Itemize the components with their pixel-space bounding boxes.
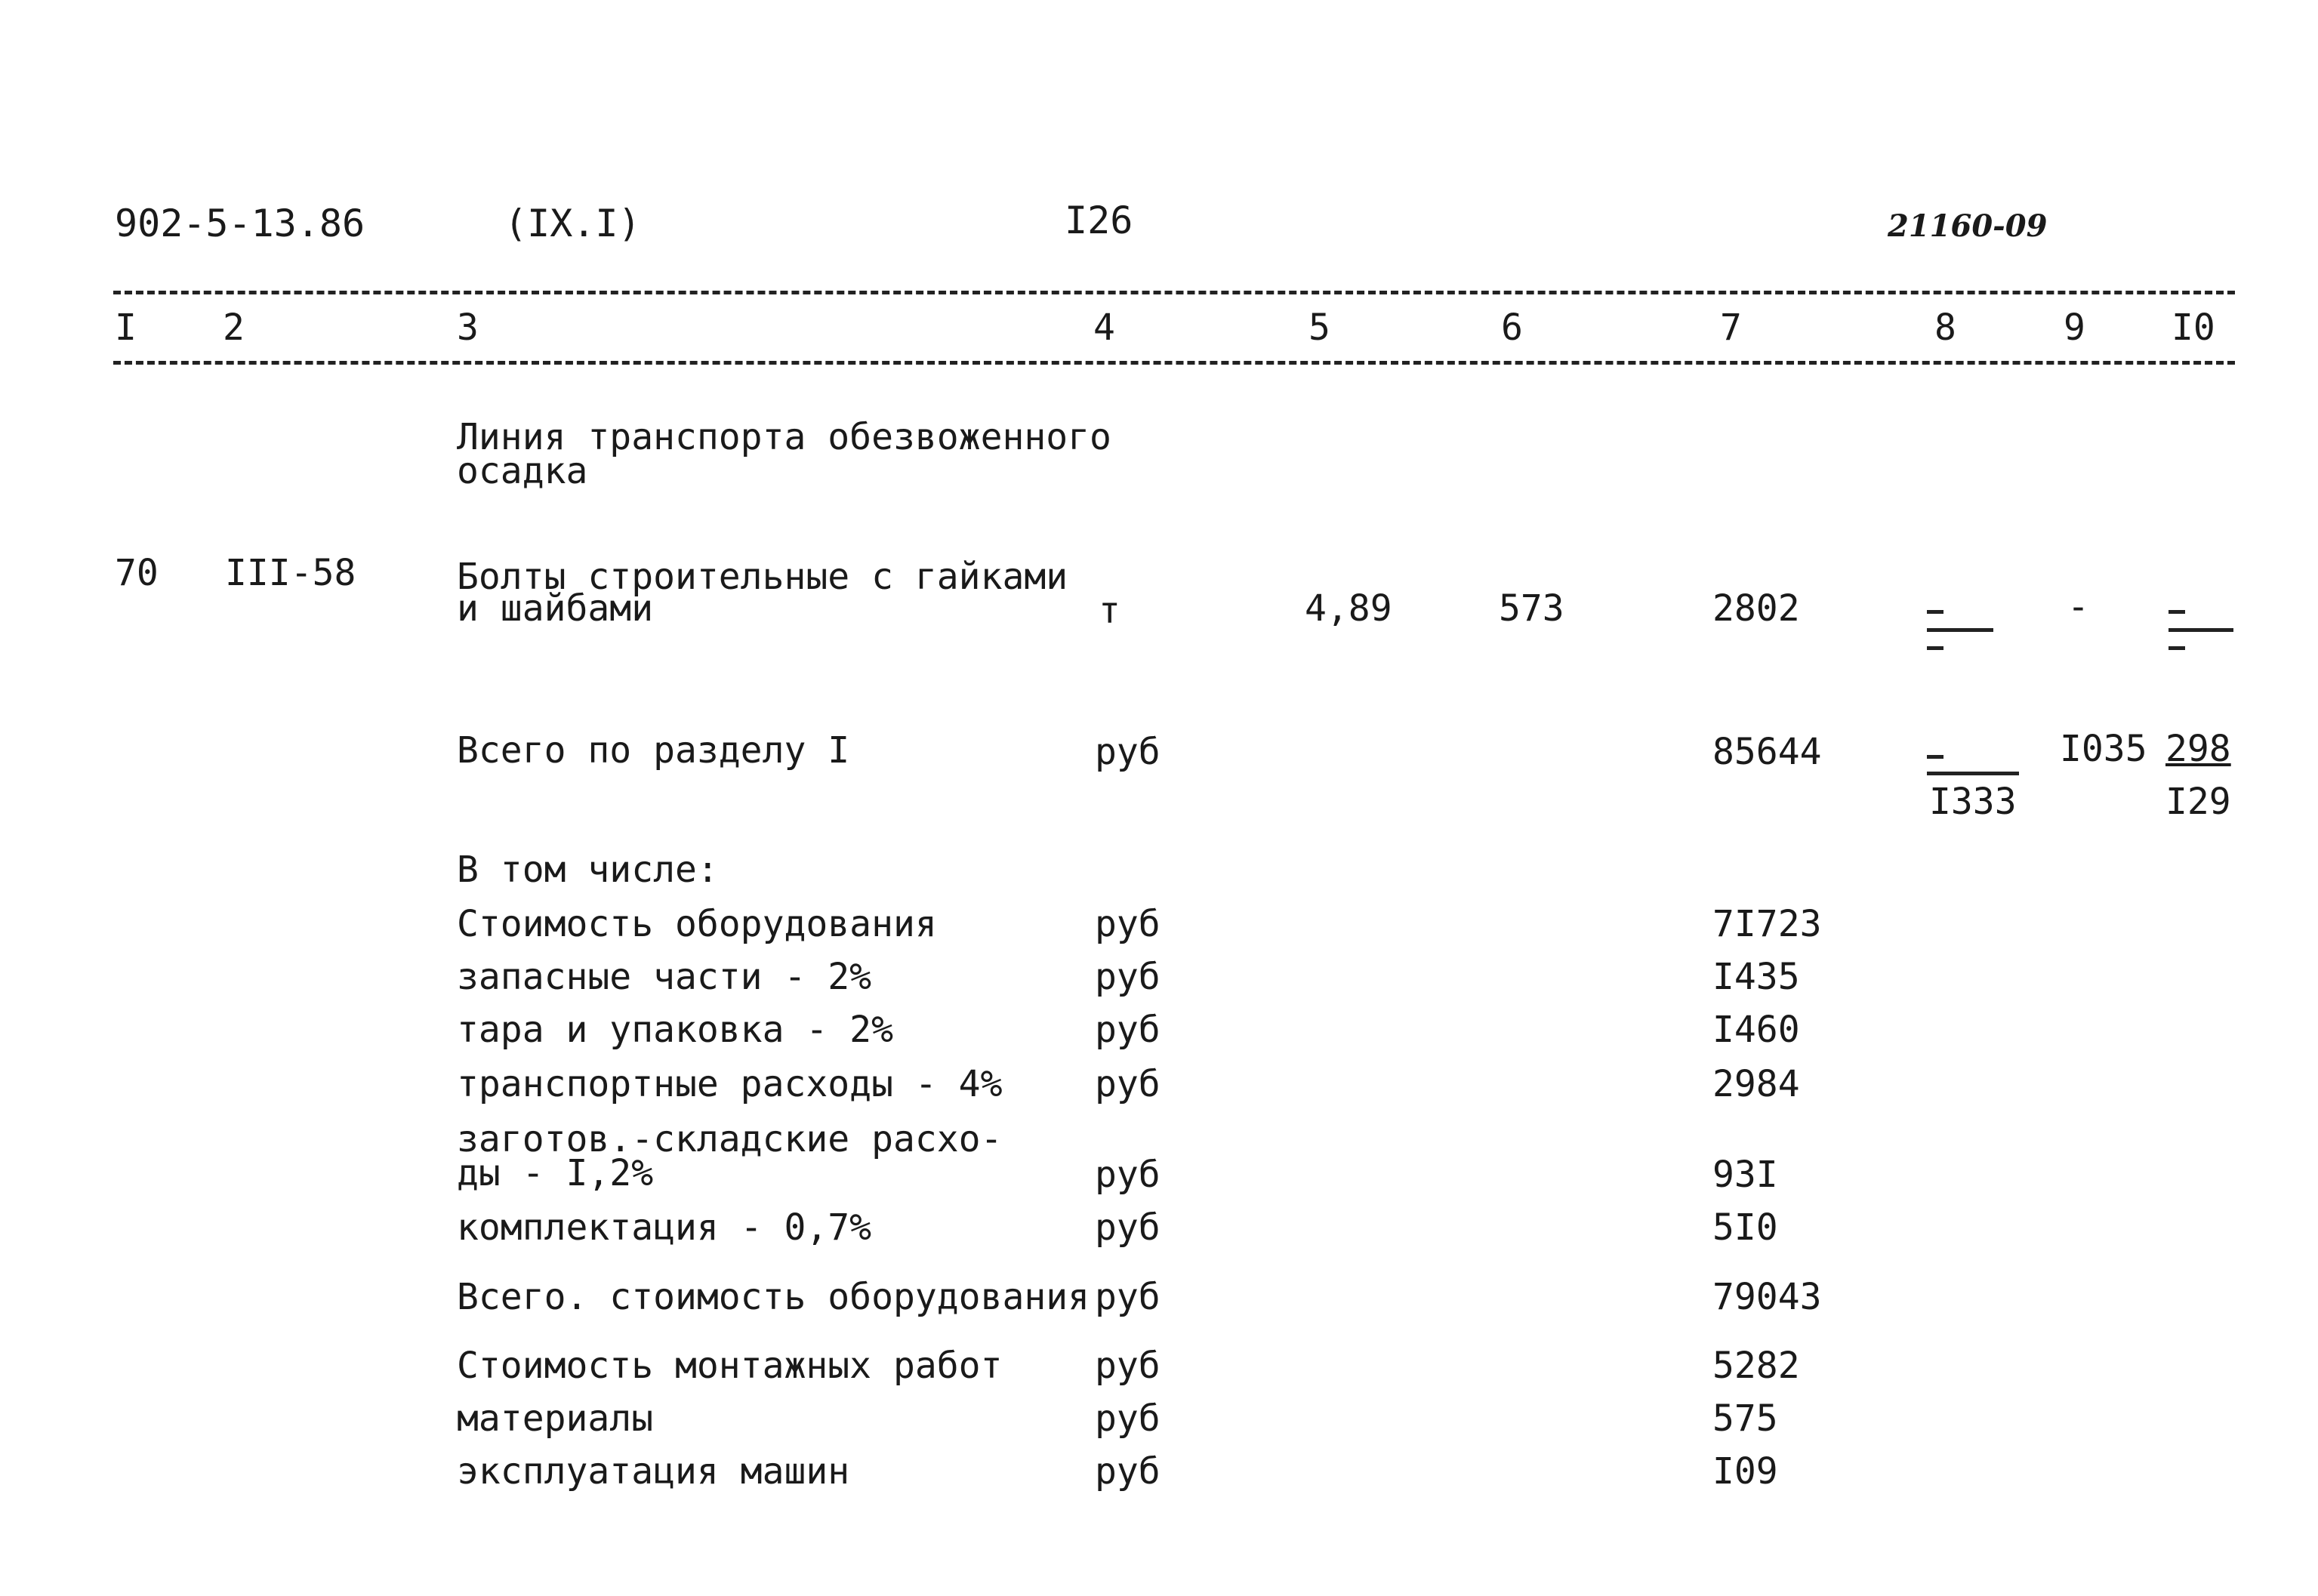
section-heading-line-1: Линия транспорта обезвоженного — [457, 416, 1111, 458]
section-total-label: Всего по разделу I — [457, 729, 850, 772]
breakdown-value: I09 — [1712, 1450, 1778, 1493]
header-top-rule — [113, 291, 2235, 294]
item-col9-dash: - — [2067, 586, 2089, 628]
breakdown-label: запасные части - 2% — [457, 956, 872, 998]
breakdown-label: эксплуатация машин — [457, 1450, 850, 1493]
breakdown-label: тара и упаковка - 2% — [457, 1009, 893, 1051]
breakdown-label: материалы — [457, 1397, 654, 1440]
column-8-header: 8 — [1934, 307, 1956, 349]
breakdown-unit: руб — [1095, 1206, 1161, 1249]
total-col10-top-value: 298 — [2165, 728, 2231, 770]
breakdown-label-continued: ды - I,2% — [457, 1152, 654, 1194]
breakdown-label: транспортные расходы - 4% — [457, 1063, 1003, 1105]
breakdown-value: 5282 — [1712, 1345, 1800, 1387]
total-col8-dash — [1927, 755, 1943, 759]
column-5-header: 5 — [1308, 307, 1330, 349]
page-number: I26 — [1065, 199, 1133, 242]
breakdown-label: заготов.-складские расхо- — [457, 1118, 1003, 1160]
column-3-header: 3 — [457, 307, 479, 349]
total-col8-bottom-value: I333 — [1929, 781, 2017, 823]
breakdown-value: 5I0 — [1712, 1206, 1778, 1249]
column-2-header: 2 — [223, 307, 245, 349]
column-4-header: 4 — [1093, 307, 1115, 349]
total-col8-fraction-bar — [1927, 772, 2019, 775]
column-10-header: I0 — [2172, 307, 2215, 349]
item-code: III-58 — [225, 552, 356, 594]
item-number: 70 — [115, 552, 159, 594]
archive-stamp-number: 21160-09 — [1888, 208, 2048, 244]
item-col10-dash-top — [2169, 610, 2185, 614]
breakdown-unit: руб — [1095, 1063, 1161, 1105]
breakdown-value: 79043 — [1712, 1276, 1822, 1318]
breakdown-value: 575 — [1712, 1397, 1778, 1440]
column-1-header: I — [115, 307, 137, 349]
item-name-line-2: и шайбами — [457, 587, 654, 630]
breakdown-value: 93I — [1712, 1154, 1778, 1196]
column-6-header: 6 — [1501, 307, 1523, 349]
item-col10-fraction-bar — [2169, 628, 2233, 632]
breakdown-unit: руб — [1095, 1450, 1161, 1493]
item-col8-fraction-bar — [1927, 628, 1993, 632]
breakdown-unit: руб — [1095, 1345, 1161, 1387]
breakdown-label: комплектация - 0,7% — [457, 1206, 872, 1249]
breakdown-label: Стоимость оборудования — [457, 903, 937, 945]
item-total: 2802 — [1712, 587, 1800, 630]
item-col8-dash-bottom — [1927, 646, 1943, 650]
section-total-value: 85644 — [1712, 731, 1822, 773]
breakdown-value: I435 — [1712, 956, 1800, 998]
breakdown-unit: руб — [1095, 1276, 1161, 1318]
breakdown-value: 7I723 — [1712, 903, 1822, 945]
section-heading-line-2: осадка — [457, 450, 588, 492]
section-code: (IX.I) — [504, 202, 641, 245]
item-unit: т — [1099, 590, 1120, 632]
item-quantity: 4,89 — [1305, 587, 1392, 630]
item-col8-dash-top — [1927, 610, 1943, 614]
item-col10-dash-bottom — [2169, 646, 2185, 650]
total-col9-value: I035 — [2060, 728, 2147, 770]
column-7-header: 7 — [1720, 307, 1742, 349]
breakdown-label: Всего. стоимость оборудования — [457, 1276, 1090, 1318]
column-9-header: 9 — [2064, 307, 2085, 349]
breakdown-label: Стоимость монтажных работ — [457, 1345, 1003, 1387]
breakdown-unit: руб — [1095, 1009, 1161, 1051]
breakdown-unit: руб — [1095, 1154, 1161, 1196]
document-code: 902-5-13.86 — [115, 202, 365, 245]
breakdown-unit: руб — [1095, 1397, 1161, 1440]
breakdown-unit: руб — [1095, 956, 1161, 998]
total-col10-bottom-value: I29 — [2165, 781, 2231, 823]
breakdown-unit: руб — [1095, 903, 1161, 945]
item-unit-price: 573 — [1499, 587, 1564, 630]
breakdown-value: 2984 — [1712, 1063, 1800, 1105]
including-label: В том числе: — [457, 849, 719, 891]
header-bottom-rule — [113, 361, 2235, 365]
section-total-unit: руб — [1095, 731, 1161, 773]
breakdown-value: I460 — [1712, 1009, 1800, 1051]
item-name-line-1: Болты строительные с гайками — [457, 556, 1068, 598]
